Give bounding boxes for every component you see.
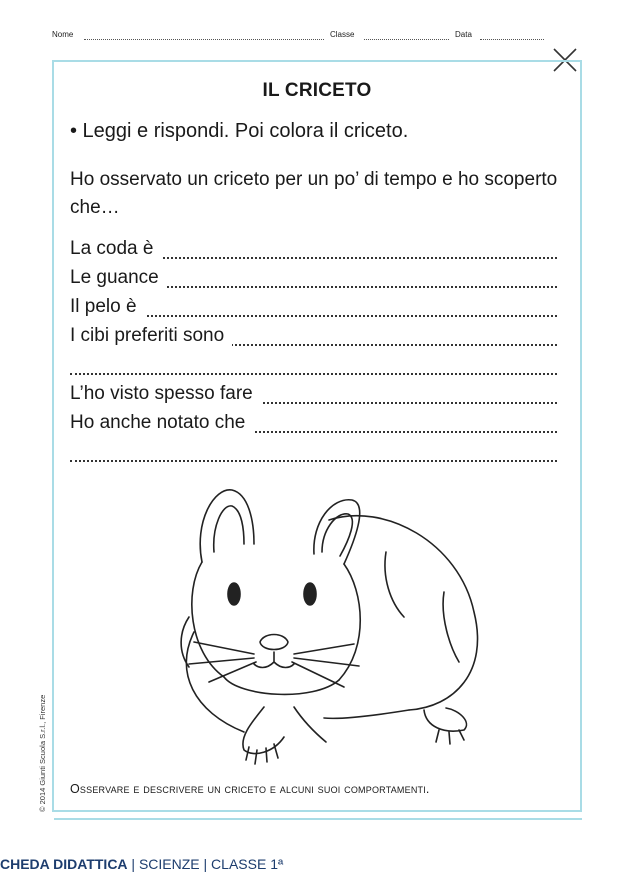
answer-line-guance[interactable] bbox=[70, 267, 557, 293]
answer-line-coda[interactable] bbox=[70, 238, 557, 264]
footer-breadcrumb bbox=[0, 856, 283, 872]
answer-label: La coda è bbox=[70, 238, 161, 260]
answer-line-pelo[interactable] bbox=[70, 296, 557, 322]
worksheet-header bbox=[52, 30, 552, 44]
footer-right: | SCIENZE | CLASSE 1ª bbox=[127, 856, 284, 872]
answer-line-notato[interactable] bbox=[70, 412, 557, 438]
footer-left: CHEDA DIDATTICA bbox=[0, 856, 128, 872]
caption: Osservare e descrivere un criceto e alcuni suoi comportamenti. bbox=[70, 782, 430, 796]
instruction-text: • Leggi e rispondi. Poi colora il criceto. bbox=[70, 120, 409, 142]
answer-label: I cibi preferiti sono bbox=[70, 325, 232, 347]
nome-dotted-line bbox=[84, 39, 324, 40]
intro-text: Ho osservato un criceto per un po’ di tempo e ho scoperto che… bbox=[70, 169, 558, 218]
answer-label: Il pelo è bbox=[70, 296, 145, 318]
answer-label: L’ho visto spesso fare bbox=[70, 383, 261, 405]
answer-line-cibi[interactable] bbox=[70, 325, 557, 351]
nome-label: Nome bbox=[52, 30, 74, 39]
credit-text: © 2014 Giunti Scuola S.r.l., Firenze bbox=[38, 694, 47, 812]
answer-label: Le guance bbox=[70, 267, 167, 289]
answer-line-notato-cont[interactable] bbox=[70, 441, 557, 467]
classe-label: Classe bbox=[330, 30, 355, 39]
data-label: Data bbox=[455, 30, 472, 39]
frame-bottom-edge bbox=[54, 818, 582, 820]
hamster-drawing[interactable] bbox=[154, 482, 494, 772]
answer-line-cibi-cont[interactable] bbox=[70, 354, 557, 380]
data-dotted-line bbox=[480, 39, 544, 40]
answer-line-fare[interactable] bbox=[70, 383, 557, 409]
page-title: IL CRICETO bbox=[262, 80, 372, 101]
answer-label: Ho anche notato che bbox=[70, 412, 253, 434]
worksheet-frame bbox=[52, 60, 582, 812]
classe-dotted-line bbox=[364, 39, 449, 40]
